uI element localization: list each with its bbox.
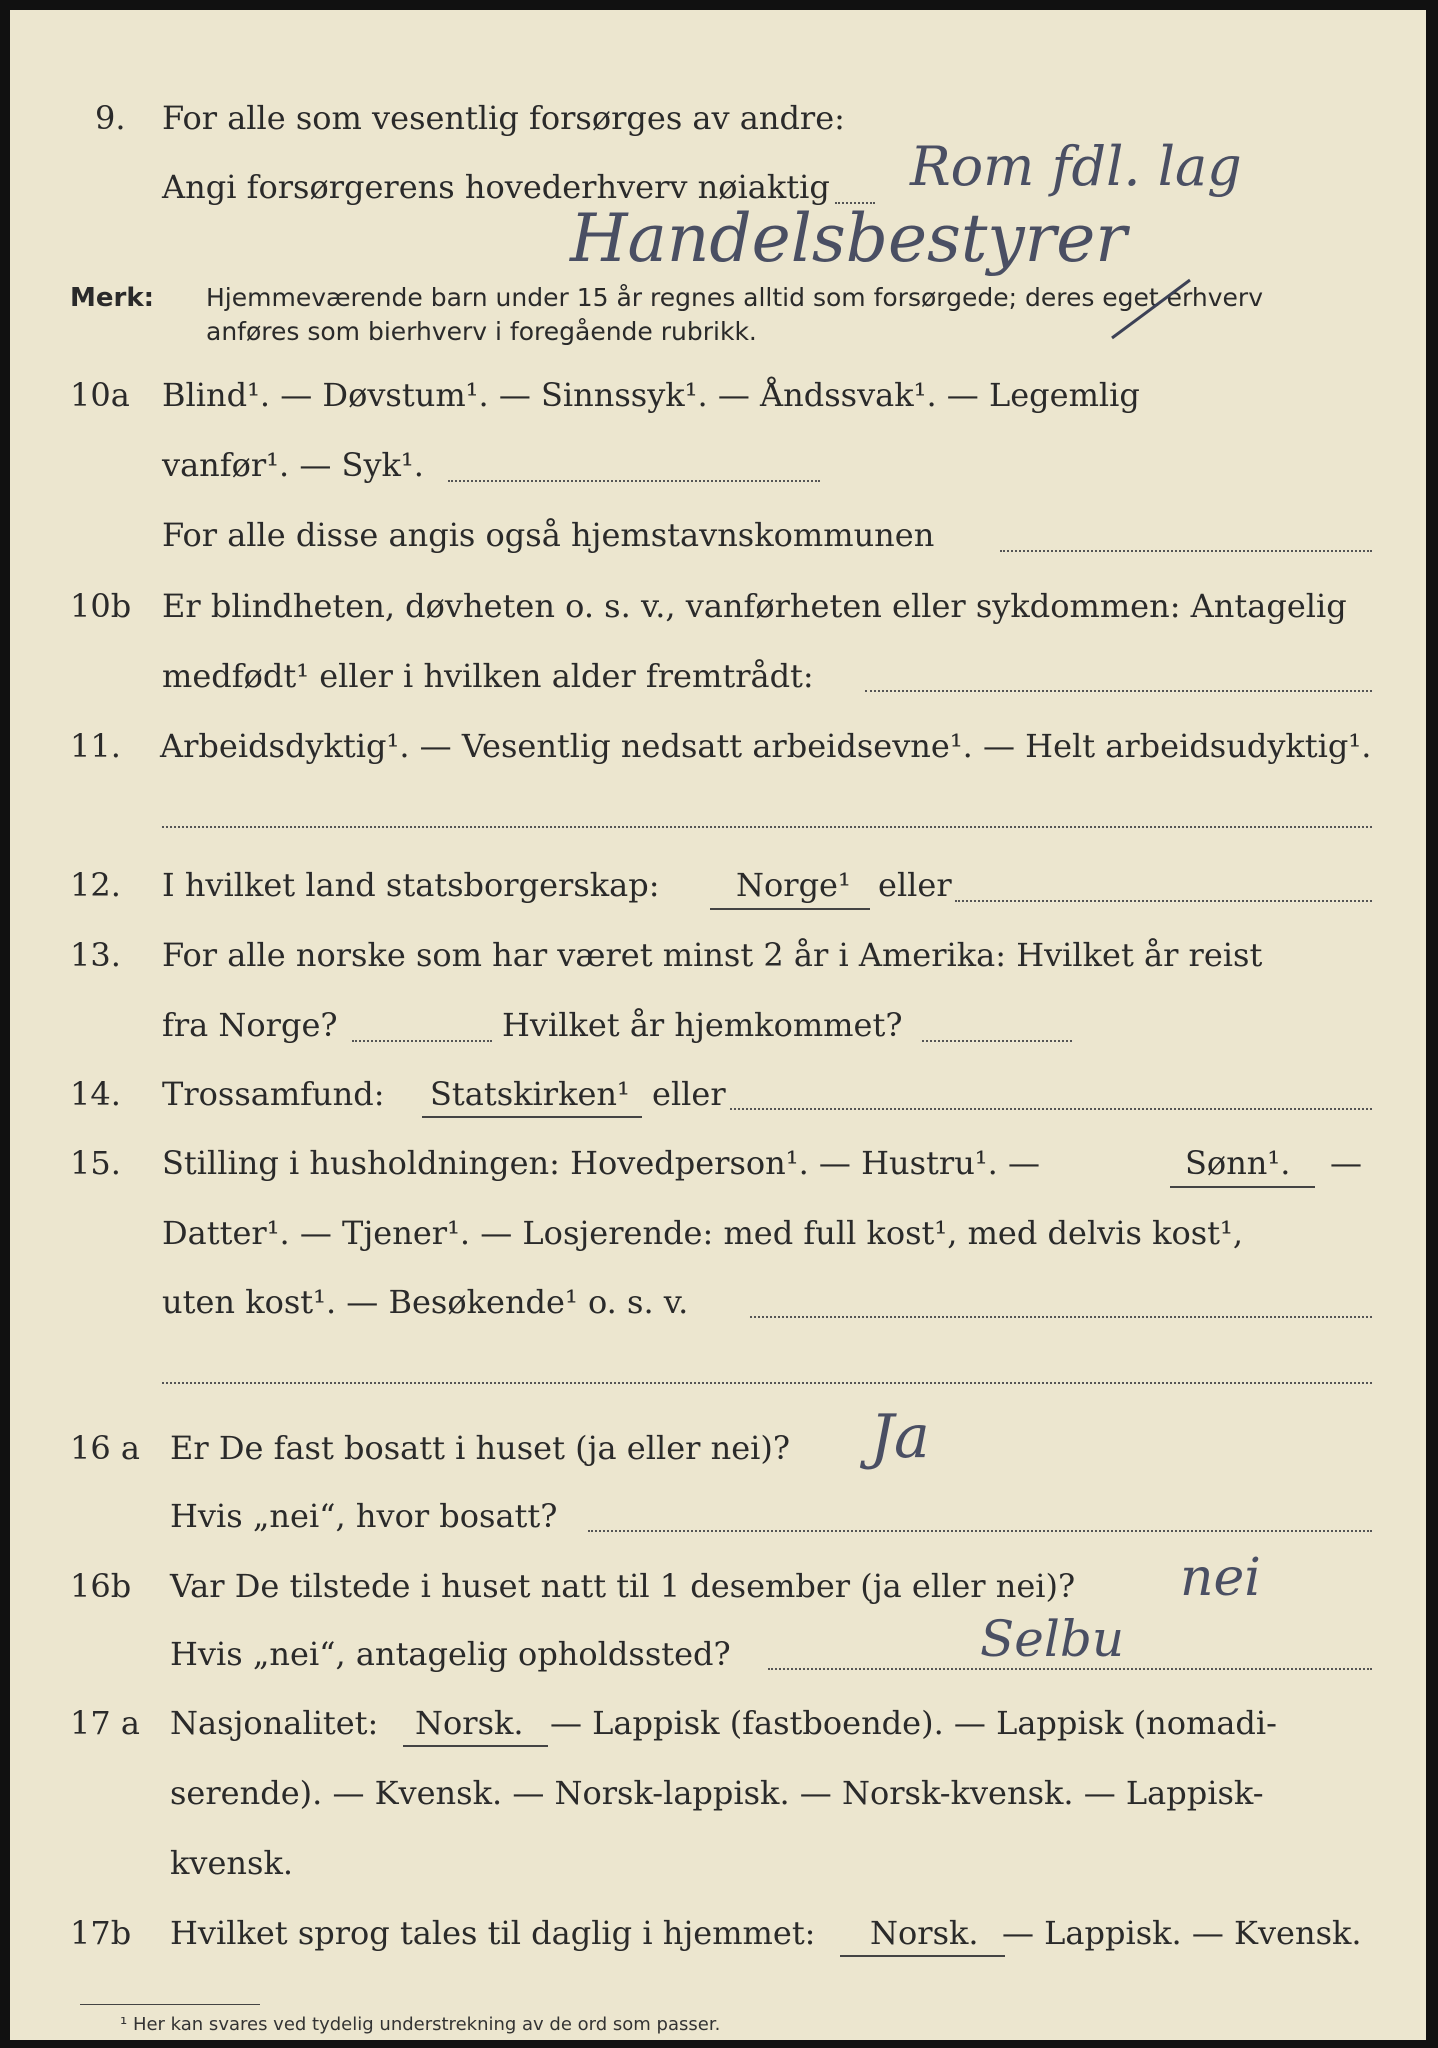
q12-label: I hvilket land statsborgerskap:	[162, 866, 660, 904]
q16a-line2: Hvis „nei“, hvor bosatt?	[170, 1497, 558, 1535]
footnote-text: ¹ Her kan svares ved tydelig understrekning av de ord som passer.	[120, 2014, 721, 2035]
q17a-number: 17 a	[70, 1704, 140, 1742]
q10a-fill-line	[448, 480, 820, 482]
q17a-line1b: — Lappisk (fastboende). — Lappisk (nomadi-	[550, 1704, 1277, 1742]
q15-line1a: Stilling i husholdningen: Hovedperson¹. — Hustru¹. —	[162, 1144, 1040, 1182]
q16b-line1: Var De tilstede i huset natt til 1 desember (ja eller nei)?	[170, 1567, 1076, 1605]
q13-line2a: fra Norge?	[162, 1006, 338, 1044]
q13-line2b: Hvilket år hjemkommet?	[502, 1006, 903, 1044]
q10b-fill-line	[865, 690, 1372, 692]
q16a-handwritten-answer: Ja	[870, 1402, 930, 1472]
q16b-fill-line	[768, 1668, 1372, 1670]
q11-number: 11.	[70, 727, 121, 765]
q12-fill-line	[955, 900, 1372, 902]
q14-option-statskirken: Statskirken¹	[430, 1075, 630, 1113]
q17a-underline	[403, 1745, 548, 1747]
q15-line2: Datter¹. — Tjener¹. — Losjerende: med full kost¹, med delvis kost¹,	[162, 1214, 1244, 1252]
q15-underline	[1170, 1186, 1315, 1188]
q14-fill-line	[730, 1108, 1372, 1110]
q9-line1: For alle som vesentlig forsørges av andre:	[162, 99, 845, 137]
q13-line1: For alle norske som har været minst 2 år i Amerika: Hvilket år reist	[162, 936, 1263, 974]
merk-line2: anføres som bierhverv i foregående rubrikk.	[206, 317, 757, 346]
q12-number: 12.	[70, 866, 121, 904]
q17a-label: Nasjonalitet:	[170, 1704, 379, 1742]
q12-option-norge: Norge¹	[736, 866, 851, 904]
footnote-rule	[80, 2004, 260, 2005]
q13-year-left-fill	[352, 1040, 492, 1042]
q9-handwritten-answer1: Rom fdl. lag	[910, 135, 1242, 198]
q10a-line1: Blind¹. — Døvstum¹. — Sinnssyk¹. — Åndssvak¹. — Legemlig	[162, 376, 1140, 414]
pen-stroke-mark	[1110, 278, 1200, 358]
q13-number: 13.	[70, 936, 121, 974]
q17b-underline	[840, 1955, 1005, 1957]
q17b-line1a: Hvilket sprog tales til daglig i hjemmet:	[170, 1914, 816, 1952]
q16b-line2: Hvis „nei“, antagelig opholdssted?	[170, 1635, 731, 1673]
q17b-number: 17b	[70, 1914, 132, 1952]
q17a-line2: serende). — Kvensk. — Norsk-lappisk. — Norsk-kvensk. — Lappisk-	[170, 1774, 1264, 1812]
q12-underline	[710, 908, 870, 910]
q15-line3: uten kost¹. — Besøkende¹ o. s. v.	[162, 1283, 689, 1321]
q15-option-sonn: Sønn¹.	[1185, 1144, 1291, 1182]
q10a-home-fill-line	[1000, 550, 1372, 552]
q14-number: 14.	[70, 1075, 121, 1113]
q13-year-return-fill	[922, 1040, 1072, 1042]
q16b-handwritten-answer2: Selbu	[980, 1610, 1125, 1668]
q10a-line3: For alle disse angis også hjemstavnskommunen	[162, 516, 935, 554]
q16a-number: 16 a	[70, 1429, 140, 1467]
q16b-number: 16b	[70, 1567, 132, 1605]
q16a-line1: Er De fast bosatt i huset (ja eller nei)?	[170, 1429, 791, 1467]
q15-extra-fill-line	[162, 1382, 1372, 1384]
q15-number: 15.	[70, 1144, 121, 1182]
q17b-option-norsk: Norsk.	[870, 1914, 979, 1952]
merk-label: Merk:	[70, 283, 155, 313]
q15-line1b: —	[1330, 1144, 1362, 1182]
q9-handwritten-answer2: Handelsbestyrer	[570, 200, 1127, 277]
q14-label: Trossamfund:	[162, 1075, 385, 1113]
merk-line1: Hjemmeværende barn under 15 år regnes alltid som forsørgede; deres eget erhverv	[206, 283, 1263, 312]
q15-fill-line	[750, 1316, 1372, 1318]
census-form-page	[10, 10, 1426, 2040]
q16b-handwritten-answer1: nei	[1180, 1548, 1261, 1608]
q14-eller: eller	[652, 1075, 726, 1113]
q17a-option-norsk: Norsk.	[415, 1704, 524, 1742]
q17a-line3: kvensk.	[170, 1844, 293, 1882]
q10b-number: 10b	[70, 587, 132, 625]
q10b-line2: medfødt¹ eller i hvilken alder fremtrådt:	[162, 657, 814, 695]
q11-fill-line	[162, 826, 1372, 828]
q14-underline	[422, 1116, 642, 1118]
q10a-line2: vanfør¹. — Syk¹.	[162, 446, 424, 484]
q10a-number: 10a	[70, 376, 130, 414]
q16a-fill-line	[588, 1530, 1372, 1532]
q9-number: 9.	[95, 99, 126, 137]
q11-line1: Arbeidsdyktig¹. — Vesentlig nedsatt arbeidsevne¹. — Helt arbeidsudyktig¹.	[160, 727, 1372, 765]
q10b-line1: Er blindheten, døvheten o. s. v., vanførheten eller sykdommen: Antagelig	[162, 587, 1347, 625]
q17b-line1b: — Lappisk. — Kvensk.	[1002, 1914, 1362, 1952]
q12-eller: eller	[878, 866, 952, 904]
q9-line2: Angi forsørgerens hovederhverv nøiaktig	[162, 168, 830, 206]
